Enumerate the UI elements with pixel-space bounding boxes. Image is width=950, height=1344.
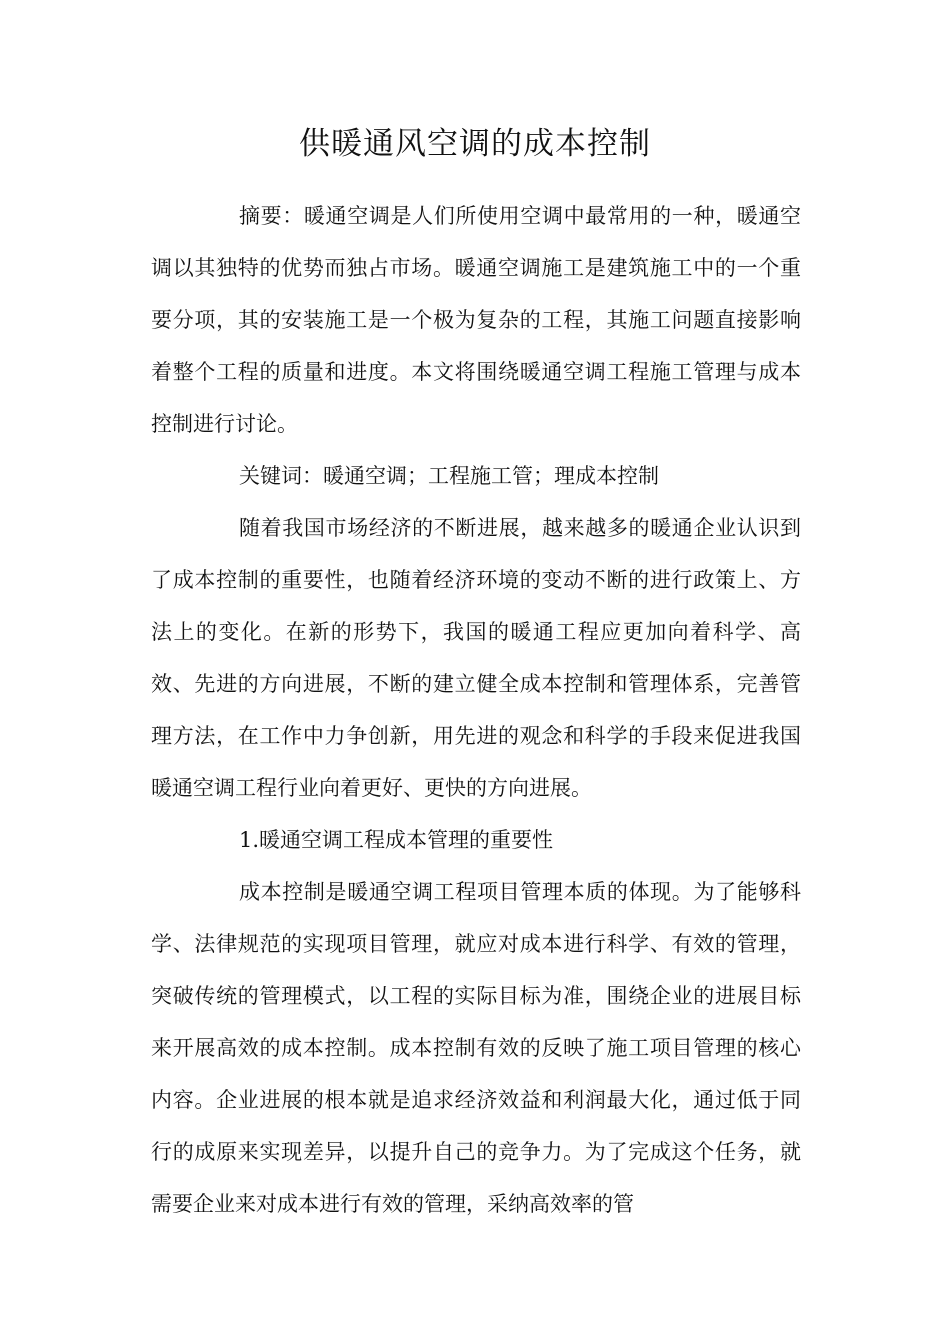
document-body bbox=[151, 190, 801, 1230]
abstract-paragraph: 摘要：暖通空调是人们所使用空调中最常用的一种，暖通空调以其独特的优势而独占市场。暖通空调施工是建筑施工中的一个重要分项，其的安装施工是一个极为复杂的工程，其施工问题直接影响着整个工程的质量和进度。本文将围绕暖通空调工程施工管理与成本控制进行讨论。 bbox=[151, 204, 801, 436]
section-1-paragraph: 成本控制是暖通空调工程项目管理本质的体现。为了能够科学、法律规范的实现项目管理，就应对成本进行科学、有效的管理，突破传统的管理模式，以工程的实际目标为准，围绕企业的进展目标来开展高效的成本控制。成本控制有效的反映了施工项目管理的核心内容。企业进展的根本就是追求经济效益和利润最大化，通过低于同行的成原来实现差异，以提升自己的竞争力。为了完成这个任务，就需要企业来对成本进行有效的管理，采纳高效率的管 bbox=[151, 880, 801, 1216]
intro-paragraph: 随着我国市场经济的不断进展，越来越多的暖通企业认识到了成本控制的重要性，也随着经济环境的变动不断的进行政策上、方法上的变化。在新的形势下，我国的暖通工程应更加向着科学、高效、先进的方向进展，不断的建立健全成本控制和管理体系，完善管理方法，在工作中力争创新，用先进的观念和科学的手段来促进我国暖通空调工程行业向着更好、更快的方向进展。 bbox=[151, 516, 801, 800]
keywords-paragraph: 关键词：暖通空调；工程施工管；理成本控制 bbox=[239, 464, 659, 488]
document-title: 供暖通风空调的成本控制 bbox=[299, 126, 651, 162]
section-heading-1: 1.暖通空调工程成本管理的重要性 bbox=[239, 828, 554, 852]
